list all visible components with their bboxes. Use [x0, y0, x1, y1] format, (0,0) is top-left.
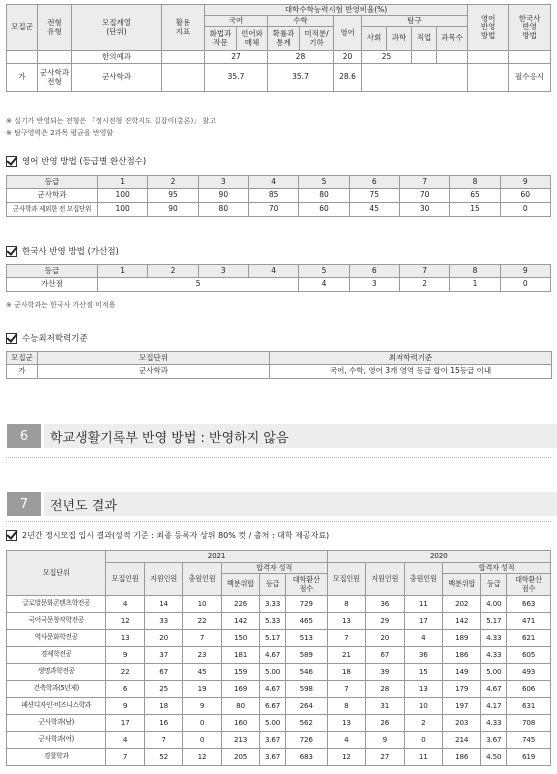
- type-cell: 군사학과 전형: [38, 64, 72, 92]
- value-cell: 465: [285, 613, 327, 630]
- value-cell: 14: [144, 596, 182, 613]
- value-cell: 17: [404, 613, 442, 630]
- grade-cell: 9: [500, 176, 550, 189]
- grade-cell: 2: [148, 176, 198, 189]
- table-row: [7, 613, 551, 630]
- value-cell: 27: [366, 749, 404, 766]
- row-label: 군사학과 제외한 전 모집단위: [7, 203, 98, 217]
- value-cell: 25: [144, 681, 182, 698]
- value-cell: 729: [285, 596, 327, 613]
- bonus-cell: 5: [98, 278, 299, 292]
- header-year: 2020: [327, 551, 550, 563]
- value-cell: 39: [366, 664, 404, 681]
- value-cell: 0: [183, 732, 221, 749]
- value-cell: 150: [221, 630, 259, 647]
- value-cell: 186: [443, 749, 481, 766]
- value-cell: 13: [404, 681, 442, 698]
- score-cell: 100: [98, 189, 148, 203]
- value-cell: 9: [366, 732, 404, 749]
- bonus-cell: 3: [349, 278, 399, 292]
- value-cell: 4.67: [481, 681, 507, 698]
- value-cell: 28: [366, 681, 404, 698]
- value-cell: 562: [285, 715, 327, 732]
- value-cell: 9: [183, 698, 221, 715]
- value-cell: 12: [327, 749, 365, 766]
- value-cell: 4: [404, 630, 442, 647]
- value-cell: 4: [327, 732, 365, 749]
- value-cell: 19: [183, 681, 221, 698]
- row-label: 군사학과: [7, 189, 98, 203]
- value-cell: 493: [507, 664, 551, 681]
- header-score-col: 등급: [260, 574, 286, 596]
- score-cell: 80: [299, 189, 349, 203]
- value-cell: 31: [366, 698, 404, 715]
- value-cell: 13: [106, 630, 144, 647]
- bonus-cell: 1: [450, 278, 500, 292]
- value-cell: 11: [404, 596, 442, 613]
- korean-ratio: 27: [205, 51, 268, 64]
- unit-cell: 군사학과: [72, 64, 162, 92]
- value-cell: 726: [285, 732, 327, 749]
- grade-cell: 7: [399, 176, 449, 189]
- section-number: 7: [7, 492, 41, 516]
- value-cell: 18: [144, 698, 182, 715]
- value-cell: 213: [221, 732, 259, 749]
- table-row: [7, 698, 551, 715]
- grade-cell: 8: [450, 265, 500, 278]
- unit-cell: 군사학과(남): [7, 715, 106, 732]
- header-index: 활용 지표: [162, 5, 205, 51]
- header-sub: 사회: [362, 27, 387, 51]
- value-cell: 23: [183, 647, 221, 664]
- value-cell: 29: [366, 613, 404, 630]
- value-cell: 142: [443, 613, 481, 630]
- value-cell: 9: [106, 698, 144, 715]
- value-cell: 621: [507, 630, 551, 647]
- value-cell: 4.00: [481, 596, 507, 613]
- grade-cell: 4: [248, 176, 298, 189]
- value-cell: 142: [221, 613, 259, 630]
- score-cell: 85: [248, 189, 298, 203]
- value-cell: 13: [327, 715, 365, 732]
- value-cell: 7: [106, 749, 144, 766]
- score-cell: 70: [399, 189, 449, 203]
- value-cell: 4.33: [481, 630, 507, 647]
- header-math: 수학: [268, 16, 334, 27]
- value-cell: 7: [327, 630, 365, 647]
- value-cell: 21: [327, 647, 365, 664]
- criteria-cell: 국어, 수학, 영어 3개 영역 등급 합이 15등급 이내: [270, 365, 552, 379]
- value-cell: 6.67: [260, 698, 286, 715]
- table-row: [7, 715, 551, 732]
- value-cell: 631: [507, 698, 551, 715]
- math-ratio: 35.7: [268, 64, 334, 92]
- value-cell: 12: [106, 613, 144, 630]
- value-cell: 663: [507, 596, 551, 613]
- value-cell: 5.17: [260, 630, 286, 647]
- header-col: 지원인원: [144, 563, 182, 596]
- table-row: [7, 647, 551, 664]
- english-score-table: [6, 175, 551, 217]
- header-inquiry: 탐구: [362, 16, 468, 27]
- checkbox-icon: [6, 156, 17, 167]
- score-cell: 100: [98, 203, 148, 217]
- grade-cell: 9: [500, 265, 550, 278]
- value-cell: 20: [144, 630, 182, 647]
- unit-cell: 군사학과(여): [7, 732, 106, 749]
- value-cell: 9: [106, 647, 144, 664]
- value-cell: 36: [404, 647, 442, 664]
- grade-cell: 5: [299, 176, 349, 189]
- score-cell: 65: [450, 189, 500, 203]
- score-cell: 60: [299, 203, 349, 217]
- value-cell: 67: [366, 647, 404, 664]
- header-sub: 직업: [412, 27, 437, 51]
- table-row: [7, 681, 551, 698]
- unit-cell: 군사학과: [38, 365, 270, 379]
- header-korean: 국어: [205, 16, 268, 27]
- grade-header: 등급: [7, 265, 98, 278]
- score-cell: 95: [148, 189, 198, 203]
- dotted-divider: [6, 521, 551, 522]
- grade-cell: 2: [148, 265, 198, 278]
- value-cell: 708: [507, 715, 551, 732]
- grade-cell: 6: [349, 265, 399, 278]
- group-cell: 가: [7, 64, 38, 92]
- grade-cell: 4: [248, 265, 298, 278]
- value-cell: 181: [221, 647, 259, 664]
- csat-ratio-table: [6, 4, 551, 92]
- grade-cell: 5: [299, 265, 349, 278]
- grade-cell: 1: [98, 176, 148, 189]
- value-cell: 5.00: [260, 715, 286, 732]
- header-score: 합격자 성적: [221, 563, 327, 574]
- value-cell: 203: [443, 715, 481, 732]
- history-method: 필수응시: [509, 64, 551, 92]
- value-cell: 4.67: [260, 647, 286, 664]
- value-cell: 10: [183, 596, 221, 613]
- value-cell: 683: [285, 749, 327, 766]
- korean-ratio: 35.7: [205, 64, 268, 92]
- header-score-col: 등급: [481, 574, 507, 596]
- value-cell: 36: [366, 596, 404, 613]
- value-cell: 10: [404, 698, 442, 715]
- value-cell: 5.33: [260, 613, 286, 630]
- unit-cell: 역사문화학전공: [7, 630, 106, 647]
- value-cell: 7: [183, 630, 221, 647]
- header-score-col: 백분위합: [443, 574, 481, 596]
- value-cell: 17: [106, 715, 144, 732]
- history-section-heading: 한국사 반영 방법 (가산점): [6, 245, 119, 257]
- dotted-divider: [6, 457, 551, 458]
- value-cell: 179: [443, 681, 481, 698]
- value-cell: 546: [285, 664, 327, 681]
- section-7-header: [0, 492, 557, 516]
- header-hist-method: 한국사 반영 방법: [509, 5, 551, 51]
- score-cell: 90: [198, 189, 248, 203]
- value-cell: 205: [221, 749, 259, 766]
- value-cell: 186: [443, 647, 481, 664]
- checkbox-icon: [6, 246, 17, 257]
- value-cell: 159: [221, 664, 259, 681]
- section-title: 전년도 결과: [44, 492, 557, 516]
- unit-cell: 생명과학전공: [7, 664, 106, 681]
- note-line: ※ 실기가 반영되는 전형은 「정시전형 진학지도 길잡이(총론)」 참고: [6, 117, 216, 125]
- value-cell: 471: [507, 613, 551, 630]
- bonus-cell: 0: [500, 278, 550, 292]
- header-score-col: 대학환산 점수: [285, 574, 327, 596]
- header-col: 모집인원: [106, 563, 144, 596]
- score-cell: 70: [248, 203, 298, 217]
- min-section-heading: 수능최저학력기준: [6, 332, 88, 344]
- grade-cell: 1: [98, 265, 148, 278]
- bonus-cell: 4: [299, 278, 349, 292]
- checkbox-icon: [6, 333, 17, 344]
- table-row: [7, 749, 551, 766]
- value-cell: 4: [106, 596, 144, 613]
- value-cell: 589: [285, 647, 327, 664]
- value-cell: 0: [404, 732, 442, 749]
- header-sub: 과학: [387, 27, 412, 51]
- value-cell: 16: [144, 715, 182, 732]
- header-score-col: 대학환산 점수: [507, 574, 551, 596]
- unit-cell: 국어국문창작학전공: [7, 613, 106, 630]
- value-cell: 4.50: [481, 749, 507, 766]
- header-type: 전형 유형: [38, 5, 72, 51]
- value-cell: 606: [507, 681, 551, 698]
- bonus-cell: 2: [399, 278, 449, 292]
- value-cell: 3.67: [260, 749, 286, 766]
- header-group: 모집군: [7, 352, 38, 365]
- value-cell: 7: [144, 732, 182, 749]
- header-unit: 모집계열 (단위): [72, 5, 162, 51]
- value-cell: 12: [183, 749, 221, 766]
- min-criteria-table: [6, 351, 552, 379]
- value-cell: 13: [327, 613, 365, 630]
- unit-cell: 경찰학과: [7, 749, 106, 766]
- english-section-heading: 영어 반영 방법 (등급별 환산점수): [6, 155, 146, 167]
- unit-cell: 패션디자인·비즈니스학과: [7, 698, 106, 715]
- value-cell: 8: [327, 698, 365, 715]
- value-cell: 598: [285, 681, 327, 698]
- results-body: [7, 596, 551, 766]
- value-cell: 3.33: [260, 596, 286, 613]
- table-row: [7, 630, 551, 647]
- value-cell: 214: [443, 732, 481, 749]
- math-ratio: 28: [268, 51, 334, 64]
- english-ratio: 28.6: [334, 64, 362, 92]
- value-cell: 2: [404, 715, 442, 732]
- history-score-table: [6, 264, 551, 292]
- score-cell: 75: [349, 189, 399, 203]
- value-cell: 26: [366, 715, 404, 732]
- header-col: 충원인원: [404, 563, 442, 596]
- section-6-header: [0, 424, 557, 448]
- header-sub: 언어와 매체: [237, 27, 268, 51]
- value-cell: 160: [221, 715, 259, 732]
- header-sub: 과목수: [437, 27, 468, 51]
- value-cell: 67: [144, 664, 182, 681]
- value-cell: 8: [327, 596, 365, 613]
- value-cell: 4.67: [260, 681, 286, 698]
- results-heading: 2년간 정시모집 입시 결과(성적 기준 : 최종 등록자 상위 80% 컷 / 출처 : 대학 제공자료): [6, 530, 329, 541]
- unit-cell: 경제학전공: [7, 647, 106, 664]
- value-cell: 202: [443, 596, 481, 613]
- table-row: [7, 596, 551, 613]
- header-unit: 모집단위: [38, 352, 270, 365]
- value-cell: 745: [507, 732, 551, 749]
- value-cell: 20: [366, 630, 404, 647]
- score-cell: 80: [198, 203, 248, 217]
- value-cell: 22: [183, 613, 221, 630]
- value-cell: 80: [221, 698, 259, 715]
- header-english: 영어: [334, 16, 362, 51]
- history-note: ※ 군사학과는 한국사 가산점 미적용: [6, 301, 116, 309]
- score-cell: 30: [399, 203, 449, 217]
- unit-cell: 글로벌문화콘텐츠학전공: [7, 596, 106, 613]
- value-cell: 11: [404, 749, 442, 766]
- value-cell: 605: [507, 647, 551, 664]
- value-cell: 5.00: [260, 664, 286, 681]
- grade-cell: 8: [450, 176, 500, 189]
- value-cell: 4.33: [481, 647, 507, 664]
- score-cell: 60: [500, 189, 550, 203]
- value-cell: 149: [443, 664, 481, 681]
- header-csat: 대학수학능력시험 반영비율(%): [205, 5, 468, 16]
- table-row: [7, 664, 551, 681]
- header-criteria: 최저학력기준: [270, 352, 552, 365]
- value-cell: 226: [221, 596, 259, 613]
- unit-cell: 한의예과: [72, 51, 162, 64]
- score-cell: 90: [148, 203, 198, 217]
- value-cell: 15: [404, 664, 442, 681]
- value-cell: 513: [285, 630, 327, 647]
- unit-cell: 건축학과(5년제): [7, 681, 106, 698]
- value-cell: 197: [443, 698, 481, 715]
- value-cell: 33: [144, 613, 182, 630]
- value-cell: 22: [106, 664, 144, 681]
- header-unit: 모집단위: [7, 551, 106, 596]
- value-cell: 169: [221, 681, 259, 698]
- header-sub: 화법과 작문: [205, 27, 237, 51]
- header-sub: 확률과 통계: [268, 27, 300, 51]
- grade-header: 등급: [7, 176, 98, 189]
- header-sub: 미적분/ 기하: [300, 27, 334, 51]
- value-cell: 6: [106, 681, 144, 698]
- value-cell: 7: [327, 681, 365, 698]
- value-cell: 4.33: [481, 715, 507, 732]
- header-year: 2021: [106, 551, 327, 563]
- checkbox-icon: [6, 530, 17, 541]
- value-cell: 264: [285, 698, 327, 715]
- grade-cell: 3: [198, 265, 248, 278]
- value-cell: 619: [507, 749, 551, 766]
- note-line: ※ 탐구영역은 2과목 평균을 반영함: [6, 129, 114, 137]
- score-cell: 15: [450, 203, 500, 217]
- value-cell: 3.67: [481, 732, 507, 749]
- section-title: 학교생활기록부 반영 방법 : 반영하지 않음: [44, 424, 557, 448]
- value-cell: 45: [183, 664, 221, 681]
- inquiry-ratio: 25: [362, 51, 412, 64]
- value-cell: 189: [443, 630, 481, 647]
- section-number: 6: [7, 424, 41, 448]
- score-cell: 45: [349, 203, 399, 217]
- value-cell: 52: [144, 749, 182, 766]
- row-label: 가산점: [7, 278, 98, 292]
- header-score: 합격자 성적: [443, 563, 551, 574]
- table-row: [7, 732, 551, 749]
- results-table: [6, 550, 551, 766]
- grade-cell: 7: [399, 265, 449, 278]
- value-cell: 5.17: [481, 613, 507, 630]
- value-cell: 18: [327, 664, 365, 681]
- header-col: 충원인원: [183, 563, 221, 596]
- score-cell: 0: [500, 203, 550, 217]
- header-eng-method: 영어 반영 방법: [468, 5, 509, 51]
- grade-cell: 6: [349, 176, 399, 189]
- value-cell: 5.00: [481, 664, 507, 681]
- value-cell: 4: [106, 732, 144, 749]
- english-ratio: 20: [334, 51, 362, 64]
- value-cell: 3.67: [260, 732, 286, 749]
- value-cell: 37: [144, 647, 182, 664]
- header-group: 모집군: [7, 5, 38, 51]
- header-col: 지원인원: [366, 563, 404, 596]
- value-cell: 4.17: [481, 698, 507, 715]
- header-col: 모집인원: [327, 563, 365, 596]
- header-score-col: 백분위합: [221, 574, 259, 596]
- grade-cell: 3: [198, 176, 248, 189]
- value-cell: 0: [183, 715, 221, 732]
- group-cell: 가: [7, 365, 38, 379]
